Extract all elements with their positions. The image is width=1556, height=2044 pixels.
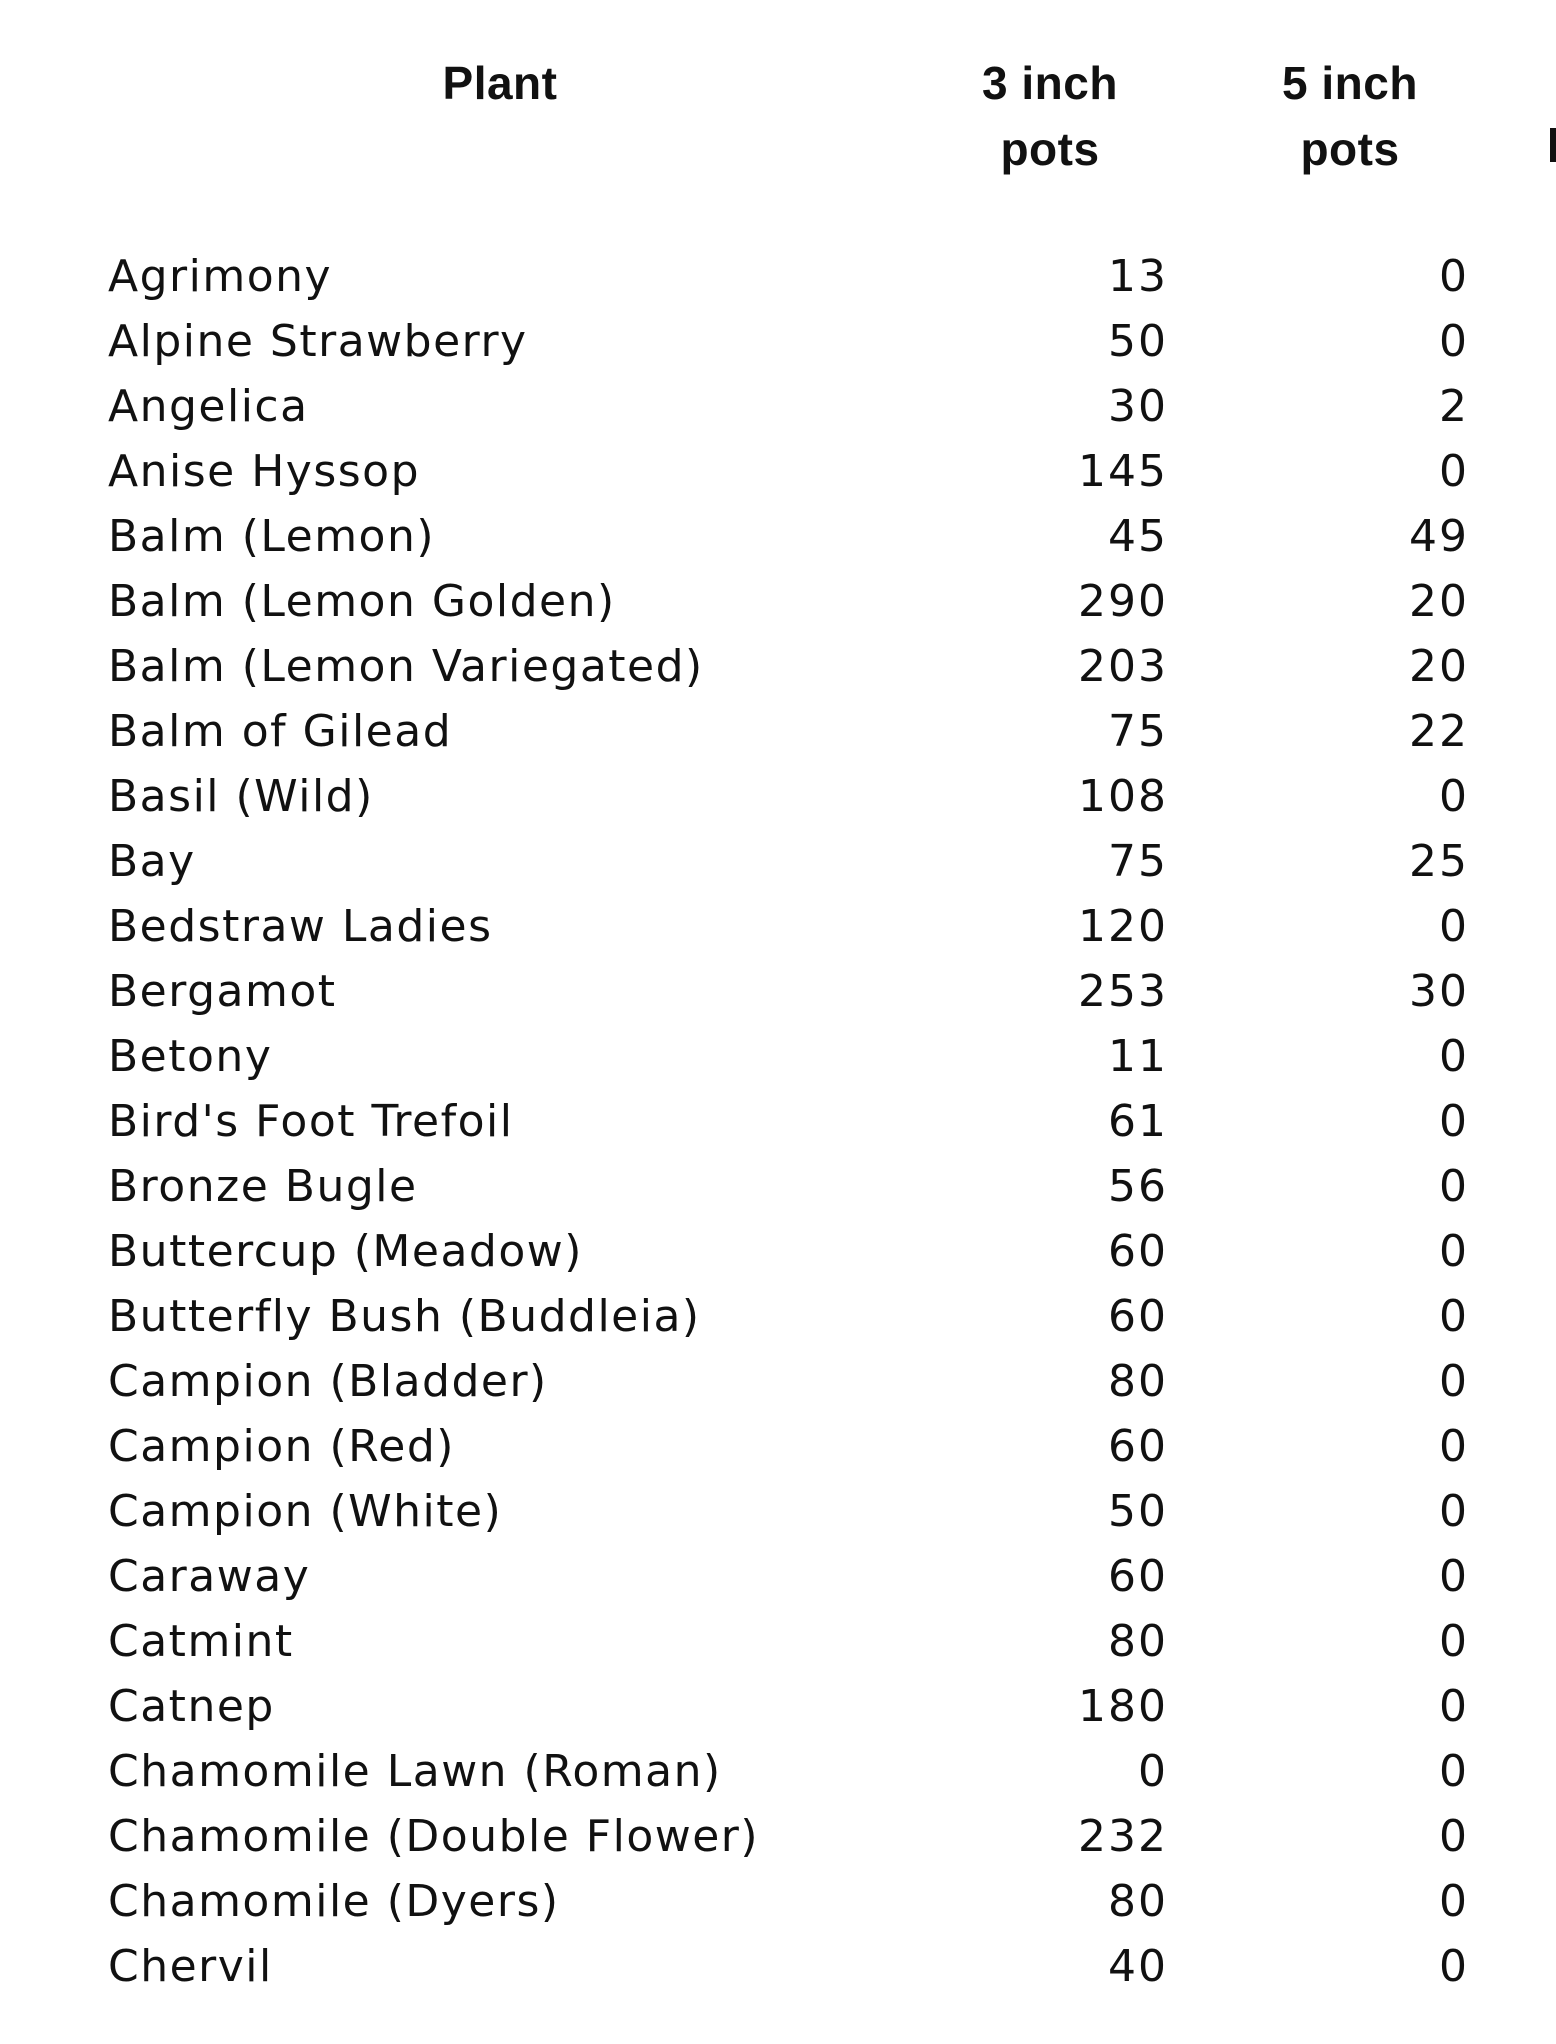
table-row [0, 439, 1556, 504]
plant-name-cell: Catnep [108, 1681, 275, 1732]
five-inch-count-cell: 49 [1409, 511, 1469, 562]
table-row [0, 1219, 1556, 1284]
three-inch-count-cell: 50 [1108, 316, 1168, 367]
header-three-inch-pots [920, 50, 1180, 182]
three-inch-count-cell: 30 [1108, 381, 1168, 432]
three-inch-count-cell: 108 [1078, 771, 1168, 822]
three-inch-count-cell: 120 [1078, 901, 1168, 952]
header-three-inch-line2: pots [1000, 123, 1100, 175]
five-inch-count-cell: 0 [1439, 1681, 1469, 1732]
plant-name-cell: Agrimony [108, 251, 333, 302]
table-row [0, 699, 1556, 764]
three-inch-count-cell: 61 [1108, 1096, 1168, 1147]
five-inch-count-cell: 0 [1439, 1941, 1469, 1992]
table-row [0, 1349, 1556, 1414]
plant-name-cell: Campion (Bladder) [108, 1356, 548, 1407]
plant-name-cell: Basil (Wild) [108, 771, 374, 822]
plant-name-cell: Chamomile Lawn (Roman) [108, 1746, 722, 1797]
table-row [0, 1089, 1556, 1154]
plant-name-cell: Buttercup (Meadow) [108, 1226, 583, 1277]
five-inch-count-cell: 0 [1439, 1551, 1469, 1602]
three-inch-count-cell: 290 [1078, 576, 1168, 627]
three-inch-count-cell: 180 [1078, 1681, 1168, 1732]
three-inch-count-cell: 0 [1138, 1746, 1168, 1797]
five-inch-count-cell: 0 [1439, 1291, 1469, 1342]
plant-name-cell: Bergamot [108, 966, 337, 1017]
five-inch-count-cell: 0 [1439, 1486, 1469, 1537]
table-row [0, 1479, 1556, 1544]
plant-name-cell: Campion (White) [108, 1486, 503, 1537]
five-inch-count-cell: 0 [1439, 1356, 1469, 1407]
plant-name-cell: Anise Hyssop [108, 446, 421, 497]
table-row [0, 894, 1556, 959]
three-inch-count-cell: 13 [1108, 251, 1168, 302]
table-row [0, 1284, 1556, 1349]
table-row [0, 1674, 1556, 1739]
plant-name-cell: Balm (Lemon Variegated) [108, 641, 704, 692]
five-inch-count-cell: 0 [1439, 1876, 1469, 1927]
five-inch-count-cell: 0 [1439, 771, 1469, 822]
plant-name-cell: Balm of Gilead [108, 706, 453, 757]
header-five-inch-line2: pots [1300, 123, 1400, 175]
plant-name-cell: Bay [108, 836, 196, 887]
five-inch-count-cell: 0 [1439, 1811, 1469, 1862]
table-row [0, 1544, 1556, 1609]
three-inch-count-cell: 56 [1108, 1161, 1168, 1212]
three-inch-count-cell: 232 [1078, 1811, 1168, 1862]
plant-name-cell: Butterfly Bush (Buddleia) [108, 1291, 701, 1342]
table-row [0, 1414, 1556, 1479]
plant-name-cell: Chamomile (Double Flower) [108, 1811, 760, 1862]
five-inch-count-cell: 30 [1409, 966, 1469, 1017]
five-inch-count-cell: 0 [1439, 1421, 1469, 1472]
table-row [0, 374, 1556, 439]
five-inch-count-cell: 0 [1439, 1096, 1469, 1147]
plant-name-cell: Bronze Bugle [108, 1161, 418, 1212]
five-inch-count-cell: 0 [1439, 1161, 1469, 1212]
three-inch-count-cell: 60 [1108, 1421, 1168, 1472]
five-inch-count-cell: 0 [1439, 446, 1469, 497]
five-inch-count-cell: 0 [1439, 1226, 1469, 1277]
plant-name-cell: Alpine Strawberry [108, 316, 528, 367]
plant-name-cell: Bedstraw Ladies [108, 901, 493, 952]
three-inch-count-cell: 45 [1108, 511, 1168, 562]
plant-name-cell: Catmint [108, 1616, 294, 1667]
plant-name-cell: Balm (Lemon) [108, 511, 436, 562]
three-inch-count-cell: 50 [1108, 1486, 1168, 1537]
plant-name-cell: Chervil [108, 1941, 273, 1992]
five-inch-count-cell: 0 [1439, 1746, 1469, 1797]
header-five-inch-pots [1220, 50, 1480, 182]
three-inch-count-cell: 60 [1108, 1291, 1168, 1342]
three-inch-count-cell: 203 [1078, 641, 1168, 692]
table-row [0, 1869, 1556, 1934]
table-row [0, 829, 1556, 894]
five-inch-count-cell: 0 [1439, 1616, 1469, 1667]
five-inch-count-cell: 0 [1439, 316, 1469, 367]
table-row [0, 504, 1556, 569]
three-inch-count-cell: 75 [1108, 836, 1168, 887]
header-plant-label: Plant [442, 57, 558, 109]
five-inch-count-cell: 0 [1439, 901, 1469, 952]
five-inch-count-cell: 22 [1409, 706, 1469, 757]
table-row [0, 764, 1556, 829]
five-inch-count-cell: 20 [1409, 641, 1469, 692]
three-inch-count-cell: 80 [1108, 1356, 1168, 1407]
plant-name-cell: Bird's Foot Trefoil [108, 1096, 514, 1147]
table-row [0, 1804, 1556, 1869]
five-inch-count-cell: 0 [1439, 251, 1469, 302]
plant-table-body [0, 244, 1556, 1999]
header-three-inch-line1: 3 inch [982, 57, 1118, 109]
table-row [0, 244, 1556, 309]
header-five-inch-line1: 5 inch [1282, 57, 1418, 109]
table-row [0, 1934, 1556, 1999]
plant-name-cell: Betony [108, 1031, 273, 1082]
five-inch-count-cell: 25 [1409, 836, 1469, 887]
three-inch-count-cell: 145 [1078, 446, 1168, 497]
table-row [0, 1609, 1556, 1674]
header-plant [380, 50, 620, 116]
table-row [0, 309, 1556, 374]
three-inch-count-cell: 253 [1078, 966, 1168, 1017]
table-row [0, 1739, 1556, 1804]
plant-name-cell: Caraway [108, 1551, 311, 1602]
plant-name-cell: Chamomile (Dyers) [108, 1876, 560, 1927]
three-inch-count-cell: 75 [1108, 706, 1168, 757]
three-inch-count-cell: 80 [1108, 1616, 1168, 1667]
five-inch-count-cell: 0 [1439, 1031, 1469, 1082]
five-inch-count-cell: 2 [1439, 381, 1469, 432]
three-inch-count-cell: 80 [1108, 1876, 1168, 1927]
table-row [0, 569, 1556, 634]
five-inch-count-cell: 20 [1409, 576, 1469, 627]
three-inch-count-cell: 60 [1108, 1551, 1168, 1602]
plant-name-cell: Angelica [108, 381, 309, 432]
table-row [0, 1024, 1556, 1089]
three-inch-count-cell: 11 [1108, 1031, 1168, 1082]
table-row [0, 959, 1556, 1024]
table-row [0, 634, 1556, 699]
three-inch-count-cell: 60 [1108, 1226, 1168, 1277]
plant-name-cell: Campion (Red) [108, 1421, 455, 1472]
three-inch-count-cell: 40 [1108, 1941, 1168, 1992]
edge-mark [1550, 128, 1556, 162]
table-row [0, 1154, 1556, 1219]
plant-name-cell: Balm (Lemon Golden) [108, 576, 616, 627]
